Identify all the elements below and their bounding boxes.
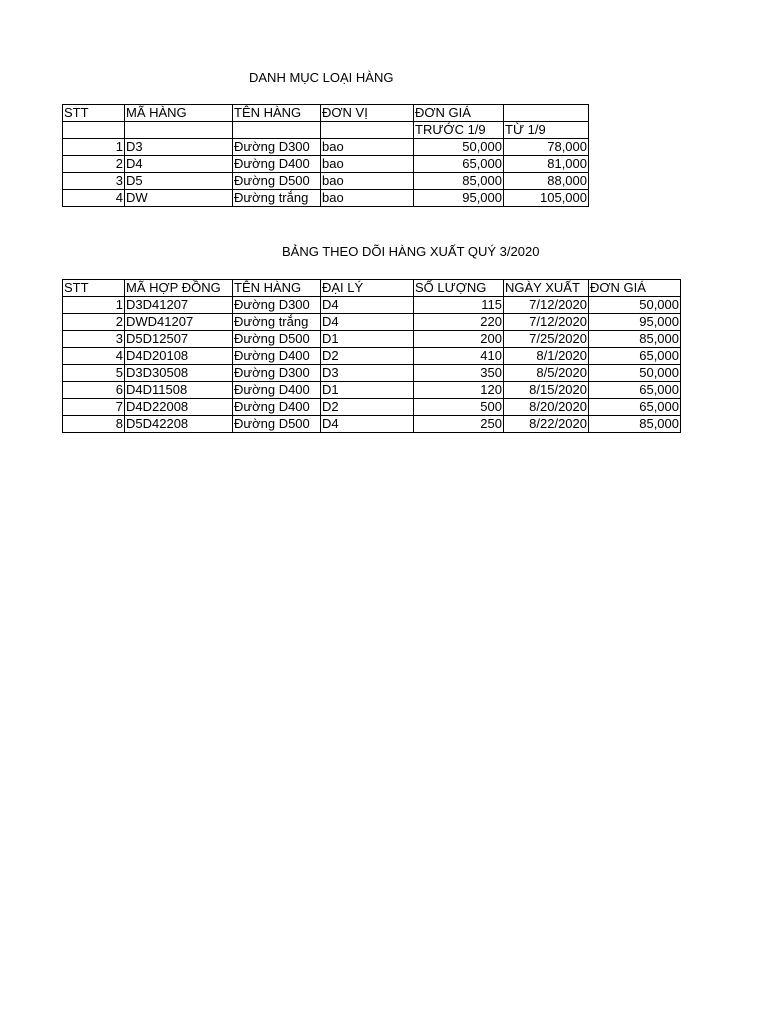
header-cell bbox=[233, 122, 321, 139]
header-cell: STT bbox=[63, 105, 125, 122]
table-cell: 4 bbox=[63, 190, 125, 207]
export-table bbox=[62, 279, 681, 433]
table-cell: D3D41207 bbox=[125, 297, 233, 314]
table-cell: Đường D500 bbox=[233, 331, 321, 348]
table-cell: Đường D400 bbox=[233, 348, 321, 365]
header-cell: TỪ 1/9 bbox=[504, 122, 589, 139]
header-cell bbox=[321, 122, 414, 139]
table-cell: 8/1/2020 bbox=[504, 348, 589, 365]
table-cell: D4 bbox=[125, 156, 233, 173]
table-cell: 7/12/2020 bbox=[504, 297, 589, 314]
table-cell: 5 bbox=[63, 365, 125, 382]
table-cell: 120 bbox=[414, 382, 504, 399]
table-cell: 105,000 bbox=[504, 190, 589, 207]
table-cell: DWD41207 bbox=[125, 314, 233, 331]
table-cell: 115 bbox=[414, 297, 504, 314]
category-table bbox=[62, 104, 589, 207]
table-cell: 8/5/2020 bbox=[504, 365, 589, 382]
table-cell: D2 bbox=[321, 399, 414, 416]
table-cell: Đường D400 bbox=[233, 156, 321, 173]
table-cell: D1 bbox=[321, 331, 414, 348]
table-cell: 7 bbox=[63, 399, 125, 416]
table-row bbox=[63, 156, 589, 173]
header-cell: ĐƠN VỊ bbox=[321, 105, 414, 122]
table-cell: D4 bbox=[321, 297, 414, 314]
table-cell: 65,000 bbox=[589, 382, 681, 399]
table-row bbox=[63, 190, 589, 207]
header-cell: SỐ LƯỢNG bbox=[414, 280, 504, 297]
table-cell: D4D20108 bbox=[125, 348, 233, 365]
table-cell: 7/12/2020 bbox=[504, 314, 589, 331]
table-cell: D4 bbox=[321, 416, 414, 433]
table-cell: D3D30508 bbox=[125, 365, 233, 382]
table-row bbox=[63, 173, 589, 190]
table-cell: Đường D300 bbox=[233, 139, 321, 156]
table-cell: D3 bbox=[321, 365, 414, 382]
header-cell bbox=[504, 105, 589, 122]
table-cell: 2 bbox=[63, 156, 125, 173]
table-row bbox=[63, 139, 589, 156]
table-cell: 65,000 bbox=[414, 156, 504, 173]
export-table-title: BẢNG THEO DÕI HÀNG XUẤT QUÝ 3/2020 bbox=[282, 244, 540, 259]
table-row bbox=[63, 382, 681, 399]
table-row bbox=[63, 297, 681, 314]
table-cell: 1 bbox=[63, 139, 125, 156]
header-cell: ĐƠN GIÁ bbox=[589, 280, 681, 297]
table-cell: 65,000 bbox=[589, 399, 681, 416]
table-cell: 3 bbox=[63, 173, 125, 190]
table-cell: 410 bbox=[414, 348, 504, 365]
table-cell: 220 bbox=[414, 314, 504, 331]
table-cell: 50,000 bbox=[414, 139, 504, 156]
table-row bbox=[63, 416, 681, 433]
table-cell: 50,000 bbox=[589, 365, 681, 382]
table-cell: D2 bbox=[321, 348, 414, 365]
table-cell: D4D11508 bbox=[125, 382, 233, 399]
header-row bbox=[63, 122, 589, 139]
table-cell: 65,000 bbox=[589, 348, 681, 365]
header-cell: MÃ HỢP ĐỒNG bbox=[125, 280, 233, 297]
table-cell: 95,000 bbox=[414, 190, 504, 207]
header-cell: ĐẠI LÝ bbox=[321, 280, 414, 297]
table-cell: 250 bbox=[414, 416, 504, 433]
table-cell: 50,000 bbox=[589, 297, 681, 314]
header-cell: MÃ HÀNG bbox=[125, 105, 233, 122]
table-cell: 95,000 bbox=[589, 314, 681, 331]
table-cell: bao bbox=[321, 173, 414, 190]
table-cell: D4 bbox=[321, 314, 414, 331]
table-cell: bao bbox=[321, 156, 414, 173]
category-table-title: DANH MỤC LOẠI HÀNG bbox=[249, 70, 394, 85]
table-cell: 85,000 bbox=[589, 416, 681, 433]
table-cell: Đường trắng bbox=[233, 314, 321, 331]
table-cell: 500 bbox=[414, 399, 504, 416]
table-cell: Đường D500 bbox=[233, 416, 321, 433]
header-cell: ĐƠN GIÁ bbox=[414, 105, 504, 122]
table-cell: Đường trắng bbox=[233, 190, 321, 207]
table-cell: Đường D300 bbox=[233, 297, 321, 314]
table-cell: 8/22/2020 bbox=[504, 416, 589, 433]
table-cell: 8/20/2020 bbox=[504, 399, 589, 416]
header-row bbox=[63, 105, 589, 122]
header-cell bbox=[63, 122, 125, 139]
table-cell: 85,000 bbox=[589, 331, 681, 348]
table-cell: 3 bbox=[63, 331, 125, 348]
table-cell: D1 bbox=[321, 382, 414, 399]
header-cell: TRƯỚC 1/9 bbox=[414, 122, 504, 139]
table-row bbox=[63, 399, 681, 416]
table-cell: 200 bbox=[414, 331, 504, 348]
table-cell: 4 bbox=[63, 348, 125, 365]
table-cell: 6 bbox=[63, 382, 125, 399]
table-cell: Đường D400 bbox=[233, 382, 321, 399]
table-cell: D5D42208 bbox=[125, 416, 233, 433]
header-cell: TÊN HÀNG bbox=[233, 105, 321, 122]
table-cell: D3 bbox=[125, 139, 233, 156]
table-cell: 350 bbox=[414, 365, 504, 382]
table-cell: 8 bbox=[63, 416, 125, 433]
table-row bbox=[63, 314, 681, 331]
table-cell: D5D12507 bbox=[125, 331, 233, 348]
table-cell: Đường D400 bbox=[233, 399, 321, 416]
table-row bbox=[63, 331, 681, 348]
table-cell: 81,000 bbox=[504, 156, 589, 173]
table-row bbox=[63, 365, 681, 382]
table-cell: bao bbox=[321, 139, 414, 156]
table-cell: 7/25/2020 bbox=[504, 331, 589, 348]
table-cell: Đường D500 bbox=[233, 173, 321, 190]
table-cell: 1 bbox=[63, 297, 125, 314]
header-row bbox=[63, 280, 681, 297]
table-cell: D4D22008 bbox=[125, 399, 233, 416]
table-cell: 85,000 bbox=[414, 173, 504, 190]
table-cell: 78,000 bbox=[504, 139, 589, 156]
table-row bbox=[63, 348, 681, 365]
table-cell: DW bbox=[125, 190, 233, 207]
header-cell bbox=[125, 122, 233, 139]
table-cell: D5 bbox=[125, 173, 233, 190]
header-cell: TÊN HÀNG bbox=[233, 280, 321, 297]
table-cell: bao bbox=[321, 190, 414, 207]
table-cell: 2 bbox=[63, 314, 125, 331]
table-cell: 8/15/2020 bbox=[504, 382, 589, 399]
header-cell: STT bbox=[63, 280, 125, 297]
table-cell: 88,000 bbox=[504, 173, 589, 190]
table-cell: Đường D300 bbox=[233, 365, 321, 382]
header-cell: NGÀY XUẤT bbox=[504, 280, 589, 297]
